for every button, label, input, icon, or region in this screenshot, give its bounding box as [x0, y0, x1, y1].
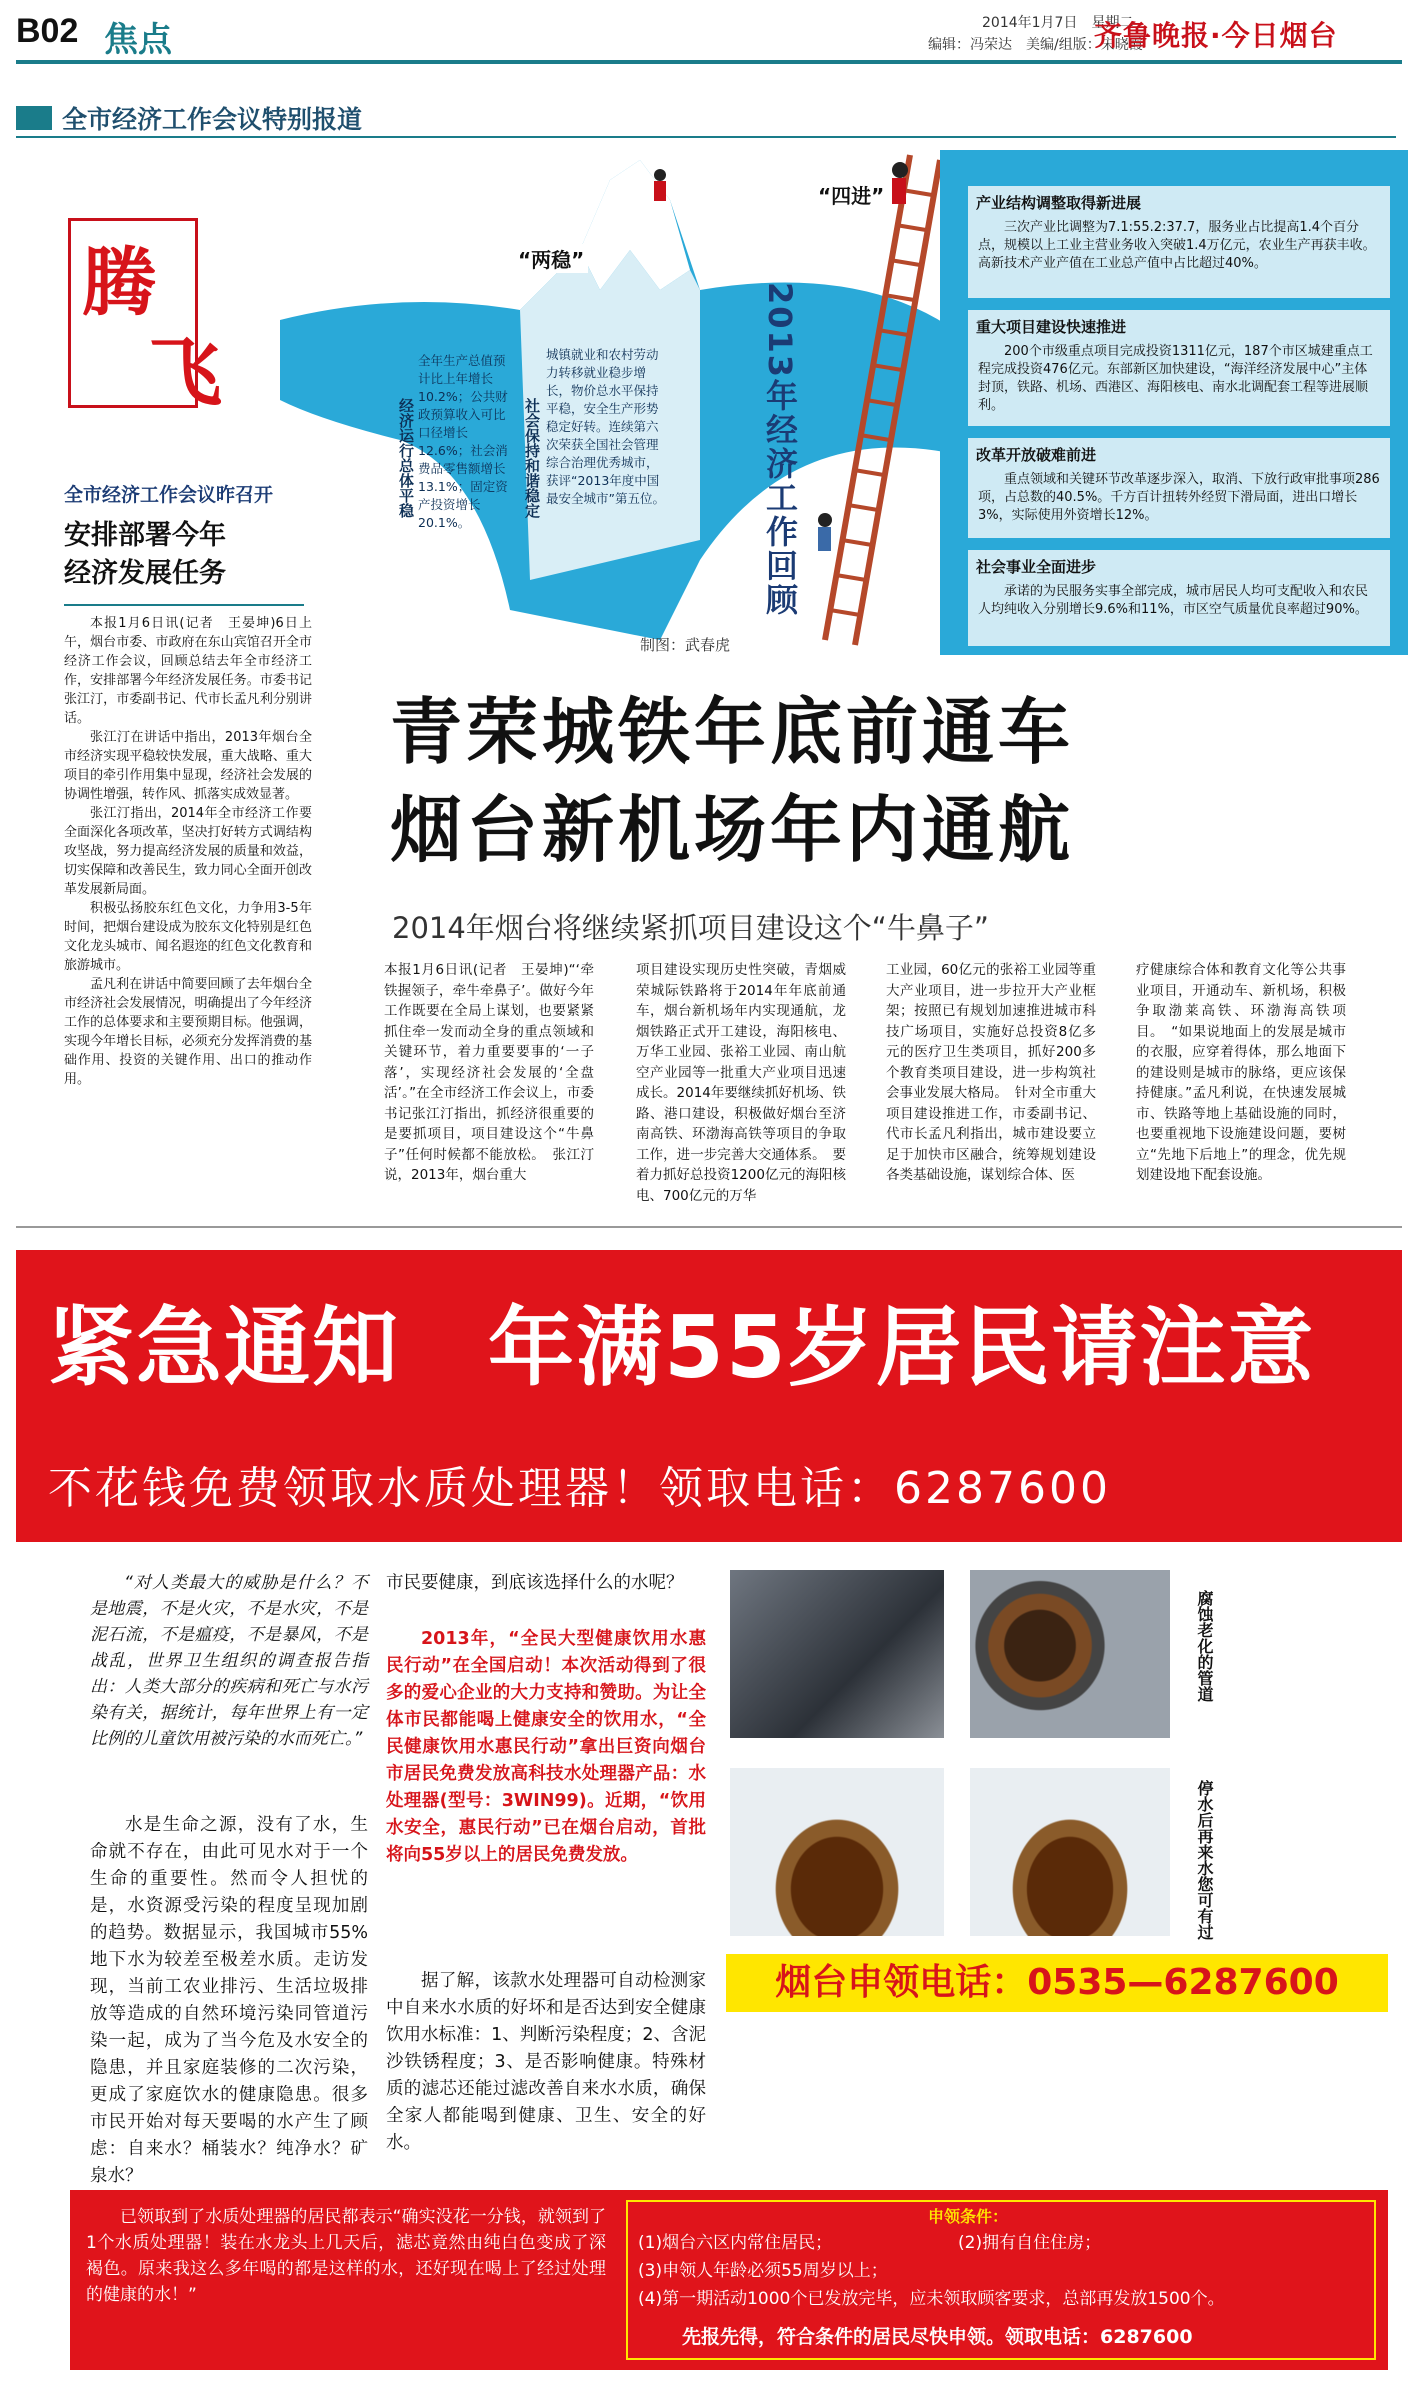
infographic-title: 2013年经济工作回顾	[761, 282, 799, 618]
main-col-3: 工业园，60亿元的张裕工业园等重大产业项目，进一步拉开大产业框架；按照已有规划加速推进城市科技广场项目，实施好总投资8亿多元的医疗卫生类项目，抓好200多个教育类项目建设，进一步构筑社会事业发展大格局。 针对全市重大项目建设推进工作，市委副书记、代市长孟凡利指出，城市建设要立足于加快市区融合，统筹规划建设各类基础设施，谋划综合体、医	[886, 962, 1096, 1183]
left-article	[64, 480, 304, 593]
left-paragraph: 张江汀在讲话中指出，2013年烟台全市经济实现平稳较快发展，重大战略、重大项目的牵引作用集中显现，经济社会发展的协调性增强，转作风、抓落实成效显著。	[64, 730, 312, 802]
left-paragraph: 张江汀指出，2014年全市经济工作要全面深化各项改革，坚决打好转方式调结构攻坚战，努力提高经济发展的质量和效益，切实保障和改善民生，致力同心全面开创改革发展新局面。	[64, 806, 312, 897]
panel-3-head: 改革开放破难前进	[976, 446, 1097, 464]
main-headline-1: 青荣城铁年底前通车	[390, 690, 1075, 774]
tengfei-calligraphy	[68, 218, 248, 418]
page-number: B02	[16, 12, 79, 50]
panel-2	[968, 310, 1390, 426]
section-banner	[16, 96, 736, 138]
section-name: 焦点	[104, 20, 172, 60]
ad-photo-label-2: 停水后再来水您可有过	[1195, 1780, 1214, 1940]
ad-col1-body: 水是生命之源，没有了水，生命就不存在，由此可见水对于一个生命的重要性。然而令人担忧的是，水资源受污染的程度呈现加剧的趋势。数据显示，我国城市55%地下水为较差至极差水质。走访发现，当前工农业排污、生活垃圾排放等造成的自然环境污染同管道污染一起，成为了当今危及水安全的隐患，并且家庭装修的二次污染，更成了家庭饮水的健康隐患。很多市民开始对每天要喝的水产生了顾虑：自来水？桶装水？纯净水？矿泉水？	[90, 1815, 368, 2186]
panel-3	[968, 438, 1390, 538]
main-col-4: 疗健康综合体和教育文化等公共事业项目，开通动车、新机场，积极争取渤莱高铁、环渤海高铁项目。 “如果说地面上的发展是城市的衣服，应穿着得体，那么地面下的建设则是城市的脉络，更应该保持健康。”孟凡利说，在快速发展城市、铁路等地上基础设施的同时，也要重视地下设施建设问题，要树立“先地下后地上”的理念，优先规划建设地下配套设施。	[1136, 962, 1346, 1183]
left-headline-1: 安排部署今年	[64, 520, 226, 551]
ad-hotline: 烟台申领电话：0535—6287600	[726, 1954, 1388, 2012]
ad-subline: 不花钱免费领取水质处理器！领取电话：6287600	[48, 1463, 1111, 1514]
ad-testimonial: 已领取到了水质处理器的居民都表示“确实没花一分钱，就领到了1个水质处理器！装在水龙头上几天后，滤芯竟然由纯白色变成了深褐色。原来我这么多年喝的都是这样的水，还好现在喝上了经过处理的健康的水！”	[86, 2207, 606, 2305]
ad-photo-rusty-pipe	[970, 1570, 1170, 1738]
mountain-col1-head: 经济运行总体平稳	[397, 398, 415, 518]
ad-col2-lead: 市民要健康，到底该选择什么的水呢？	[386, 1573, 684, 1593]
ad-photo-faucet-2	[970, 1768, 1170, 1936]
header-rule	[16, 60, 1402, 64]
banner-bar	[16, 106, 52, 130]
ad-banner	[16, 1250, 1402, 1542]
left-headline-2: 经济发展任务	[64, 558, 226, 589]
label-sijin: “四进”	[814, 180, 888, 209]
panel-2-body: 200个市级重点项目完成投资1311亿元，187个市区城建重点工程完成投资476亿元。东部新区加快建设，“海洋经济发展中心”主体封顶，铁路、机场、西港区、海阳核电、南水北调配套工程等进展顺利。	[978, 344, 1373, 413]
left-paragraph: 本报1月6日讯(记者 王晏坤)6日上午，烟台市委、市政府在东山宾馆召开全市经济工作会议，回顾总结去年全市经济工作，安排部署今年经济发展任务。市委书记张江汀，市委副书记、代市长孟凡利分别讲话。	[64, 616, 312, 726]
conditions-footer: 先报先得，符合条件的居民尽快申领。领取电话：6287600	[682, 2326, 1193, 2348]
left-kicker: 全市经济工作会议昨召开	[64, 484, 274, 506]
panel-1	[968, 186, 1390, 298]
label-liangwen: “两稳”	[514, 244, 588, 273]
ad-headline: 紧急通知 年满55岁居民请注意	[48, 1298, 1316, 1398]
page-header	[0, 0, 1417, 60]
ad-bottom-box	[70, 2190, 1388, 2370]
panel-1-head: 产业结构调整取得新进展	[976, 194, 1142, 212]
infographic-credit: 制图：武春虎	[640, 636, 731, 654]
left-article-body	[64, 614, 312, 1089]
panel-4-body: 承诺的为民服务实事全部完成，城市居民人均可支配收入和农民人均纯收入分别增长9.6%和11%，市区空气质量优良率超过90%。	[978, 584, 1369, 617]
ad-photo-label-1: 腐蚀老化的管道	[1195, 1590, 1214, 1702]
mountain-col2-head: 社会保持和谐稳定	[523, 398, 541, 518]
ad-col2-body: 据了解，该款水处理器可自动检测家中自来水水质的好坏和是否达到安全健康饮用水标准：1、判断污染程度；2、含泥沙铁锈程度；3、是否影响健康。特殊材质的滤芯还能过滤改善自来水水质，确保全家人都能喝到健康、卫生、安全的好水。	[386, 1971, 706, 2153]
left-article-divider	[64, 604, 304, 606]
panel-4	[968, 550, 1390, 646]
issue-date: 2014年1月7日 星期二	[982, 15, 1134, 31]
main-headline-2: 烟台新机场年内通航	[390, 788, 1075, 872]
mountain-col1-text: 全年生产总值预计比上年增长10.2%；公共财政预算收入可比口径增长12.6%；社会消费品零售额增长13.1%；固定资产投资增长20.1%。	[418, 353, 508, 530]
ad-col2-red: 2013年，“全民大型健康饮用水惠民行动”在全国启动！本次活动得到了很多的爱心企业的大力支持和赞助。为让全体市民都能喝上健康安全的饮用水，“全民健康饮用水惠民行动”拿出巨资向烟台市居民免费发放高科技水处理器产品：水处理器(型号：3WIN99)。近期，“饮用水安全，惠民行动”已在烟台启动，首批将向55岁以上的居民免费发放。	[386, 1629, 706, 1865]
conditions-title: 申领条件：	[928, 2207, 1009, 2226]
banner-text: 全市经济工作会议特别报道	[62, 105, 363, 134]
ad-photo-pipe	[730, 1570, 944, 1738]
editors: 编辑：冯荣达 美编/组版：宋晓霞	[928, 37, 1143, 53]
mountain-col2-text: 城镇就业和农村劳动力转移就业稳步增长，物价总水平保持平稳，安全生产形势稳定好转。连续第六次荣获全国社会管理综合治理优秀城市，获评“2013年度中国最安全城市”第五位。	[546, 347, 665, 506]
condition-item: (2)拥有自住住房；	[958, 2233, 1102, 2253]
main-subhead: 2014年烟台将继续紧抓项目建设这个“牛鼻子”	[392, 911, 989, 945]
tengfei-char-2: 飞	[148, 330, 222, 416]
ad-photo-faucet-1	[730, 1768, 944, 1936]
panel-3-body: 重点领域和关键环节改革逐步深入，取消、下放行政审批事项286项，占总数的40.5%。千方百计扭转外经贸下滑局面，进出口增长3%，实际使用外资增长12%。	[978, 472, 1380, 523]
main-col-2: 项目建设实现历史性突破，青烟威荣城际铁路将于2014年年底前通车，烟台新机场年内实现通航，龙烟铁路正式开工建设，海阳核电、万华工业园、张裕工业园、南山航空产业园等一批重大产业项目迅速成长。2014年要继续抓好机场、铁路、港口建设，积极做好烟台至济南高铁、环渤海高铁等项目的争取工作，进一步完善大交通体系。 要着力抓好总投资1200亿元的海阳核电、700亿元的万华	[636, 962, 846, 1204]
left-paragraph: 孟凡利在讲话中简要回顾了去年烟台全市经济社会发展情况，明确提出了今年经济工作的总体要求和主要预期目标。他强调，实现今年增长目标，必须充分发挥消费的基础作用、投资的关键作用、出口的推动作用。	[64, 977, 312, 1087]
condition-item: (1)烟台六区内常住居民；	[638, 2233, 833, 2253]
main-col-1: 本报1月6日讯(记者 王晏坤)“‘牵铁握领子，牵牛牵鼻子’。做好今年工作既要在全局上谋划，也要紧紧抓住牵一发而动全身的重点领域和关键环节，着力重要要事的‘一子落’，实现经济社会发展的‘全盘活’。”在全市经济工作会议上，市委书记张江汀指出，抓经济很重要的是要抓项目，项目建设这个“牛鼻子”任何时候都不能放松。 张江汀说，2013年，烟台重大	[384, 962, 594, 1183]
tengfei-char-1: 腾	[82, 240, 156, 326]
left-paragraph: 积极弘扬胶东红色文化，力争用3-5年时间，把烟台建设成为胶东文化特别是红色文化龙头城市、闻名遐迩的红色文化教育和旅游城市。	[64, 901, 312, 973]
conditions-box	[626, 2200, 1376, 2360]
panel-4-head: 社会事业全面进步	[976, 558, 1097, 576]
panel-1-body: 三次产业比调整为7.1:55.2:37.7，服务业占比提高1.4个百分点，规模以上工业主营业务收入突破1.4万亿元，农业生产再获丰收。高新技术产业产值在工业总产值中占比超过40%。	[978, 220, 1376, 271]
paper-masthead: 齐鲁晚报·今日烟台	[1094, 19, 1338, 52]
condition-item: (3)申领人年龄必须55周岁以上；	[638, 2261, 888, 2281]
banner-underline	[16, 136, 1396, 138]
section-separator	[16, 1226, 1402, 1228]
condition-item: (4)第一期活动1000个已发放完毕，应未领取顾客要求，总部再发放1500个。	[638, 2289, 1225, 2309]
ad-col1-intro: “对人类最大的威胁是什么？不是地震，不是火灾，不是水灾，不是泥石流，不是瘟疫，不是暴风，不是战乱，世界卫生组织的调查报告指出：人类大部分的疾病和死亡与水污染有关，据统计，每年世界上有一定比例的儿童饮用被污染的水而死亡。”	[90, 1573, 368, 1749]
panel-2-head: 重大项目建设快速推进	[976, 318, 1127, 336]
